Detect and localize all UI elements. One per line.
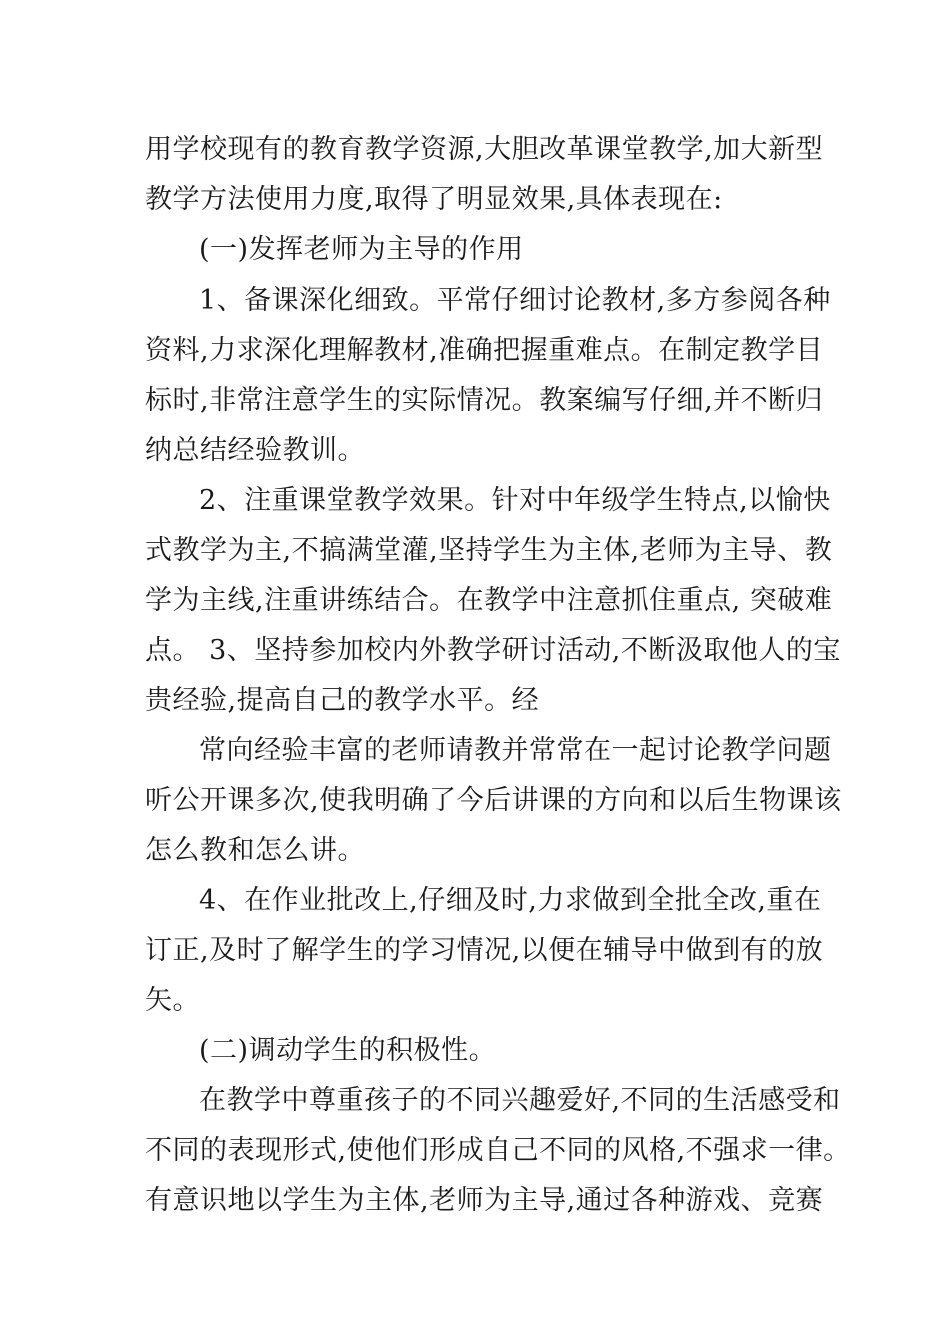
section-heading: (二)调动学生的积极性。 xyxy=(199,1035,497,1066)
text-line: 教学方法使用力度,取得了明显效果,具体表现在: xyxy=(145,184,723,215)
text-line: 不同的表现形式,使他们形成自己不同的风格,不强求一律。 xyxy=(145,1135,851,1166)
text-line: 怎么教和怎么讲。 xyxy=(145,835,365,866)
text-line: 点。 3、坚持参加校内外教学研讨活动,不断汲取他人的宝 xyxy=(145,635,841,666)
text-line: 标时,非常注意学生的实际情况。教案编写仔细,并不断归 xyxy=(145,385,824,416)
text-line: 1、备课深化细致。平常仔细讨论教材,多方参阅各种 xyxy=(199,285,831,316)
text-line: 纳总结经验教训。 xyxy=(145,435,365,466)
text-line: 订正,及时了解学生的学习情况,以便在辅导中做到有的放 xyxy=(145,935,824,966)
text-line: 在教学中尊重孩子的不同兴趣爱好,不同的生活感受和 xyxy=(199,1085,841,1116)
text-line: 式教学为主,不搞满堂灌,坚持学生为主体,老师为主导、教 xyxy=(145,535,833,566)
section-heading: (一)发挥老师为主导的作用 xyxy=(199,234,524,265)
text-line: 矢。 xyxy=(145,985,200,1016)
text-line: 常向经验丰富的老师请教并常常在一起讨论教学问题 xyxy=(199,735,832,766)
text-line: 贵经验,提高自己的教学水平。经 xyxy=(145,685,540,716)
text-line: 学为主线,注重讲练结合。在教学中注意抓住重点, 突破难 xyxy=(145,585,833,616)
text-line: 用学校现有的教育教学资源,大胆改革课堂教学,加大新型 xyxy=(145,134,824,165)
text-line: 2、注重课堂教学效果。针对中年级学生特点,以愉快 xyxy=(199,485,831,516)
text-line: 资料,力求深化理解教材,准确把握重难点。在制定教学目 xyxy=(145,335,824,366)
text-line: 4、在作业批改上,仔细及时,力求做到全批全改,重在 xyxy=(199,885,822,916)
text-line: 听公开课多次,使我明确了今后讲课的方向和以后生物课该 xyxy=(145,785,842,816)
text-line: 有意识地以学生为主体,老师为主导,通过各种游戏、竞赛 xyxy=(145,1185,824,1216)
